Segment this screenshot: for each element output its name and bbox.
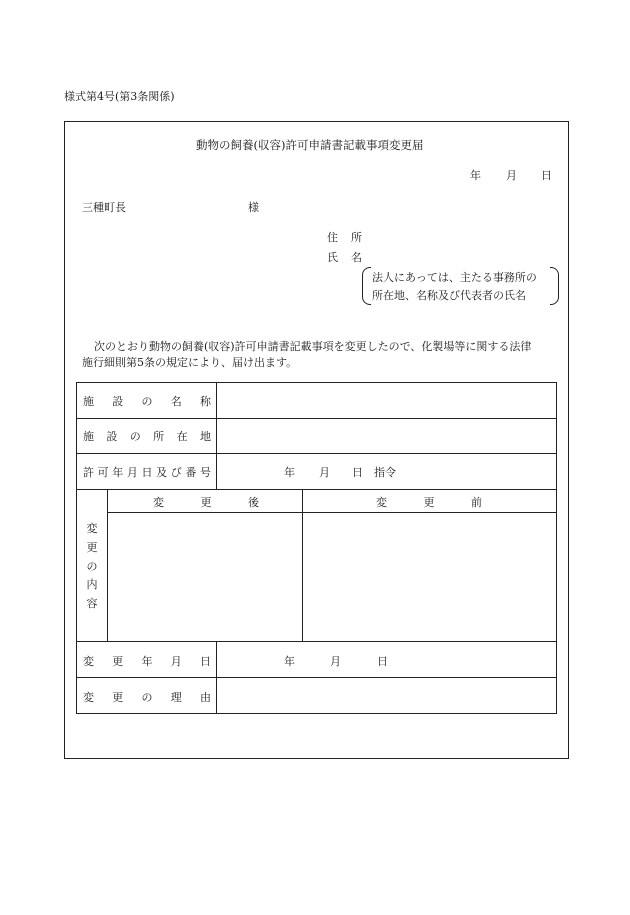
date-month: 月 — [506, 169, 517, 182]
change-date-label: 変 更 年 月 日 — [83, 655, 211, 668]
form-number: 様式第4号(第3条関係) — [64, 90, 175, 103]
body-text-line2: 施行細則第5条の規定により、届け出ます。 — [82, 356, 298, 369]
change-reason-field[interactable] — [217, 678, 556, 713]
change-month: 月 — [330, 655, 341, 668]
form-title: 動物の飼養(収容)許可申請書記載事項変更届 — [196, 138, 424, 152]
before-change-field[interactable] — [303, 513, 556, 641]
address-label-1: 住 — [327, 231, 338, 244]
facility-name-label: 施 設 の 名 称 — [83, 395, 211, 408]
corporate-note-line2: 所在地、名称及び代表者の氏名 — [372, 289, 526, 302]
after-change-field[interactable] — [108, 513, 302, 641]
table-border-right — [556, 382, 557, 714]
after-change-header: 変 更 後 — [153, 496, 259, 509]
addressee-name: 三種町長 — [82, 201, 126, 214]
before-change-header: 変 更 前 — [376, 496, 482, 509]
date-year: 年 — [470, 169, 481, 182]
facility-name-field[interactable] — [217, 383, 556, 418]
permit-date-number-label: 許 可 年 月 日 及 び 番 号 — [83, 466, 211, 479]
corporate-note-line1: 法人にあっては、主たる事務所の — [372, 271, 537, 284]
row-divider — [76, 641, 557, 642]
change-day: 日 — [377, 655, 388, 668]
row-divider — [76, 489, 557, 490]
body-text-line1: 次のとおり動物の飼養(収容)許可申請書記載事項を変更したので、化製場等に関する法律 — [94, 340, 532, 353]
table-border-left — [76, 382, 77, 714]
note-bracket-right — [550, 267, 559, 305]
row-divider — [76, 453, 557, 454]
note-bracket-left — [362, 267, 371, 305]
date-day: 日 — [541, 169, 552, 182]
facility-location-label: 施 設 の 所 在 地 — [83, 430, 211, 443]
permit-order: 指令 — [374, 466, 396, 479]
name-label-2: 名 — [351, 251, 362, 264]
permit-month: 月 — [319, 466, 330, 479]
name-label-1: 氏 — [327, 251, 338, 264]
change-year: 年 — [284, 655, 295, 668]
permit-day: 日 — [352, 466, 363, 479]
address-label-2: 所 — [351, 231, 362, 244]
permit-year: 年 — [284, 466, 295, 479]
facility-location-field[interactable] — [217, 419, 556, 453]
change-reason-label: 変 更 の 理 由 — [83, 691, 211, 704]
addressee-honorific: 様 — [248, 201, 259, 214]
table-border-bottom — [76, 713, 557, 714]
